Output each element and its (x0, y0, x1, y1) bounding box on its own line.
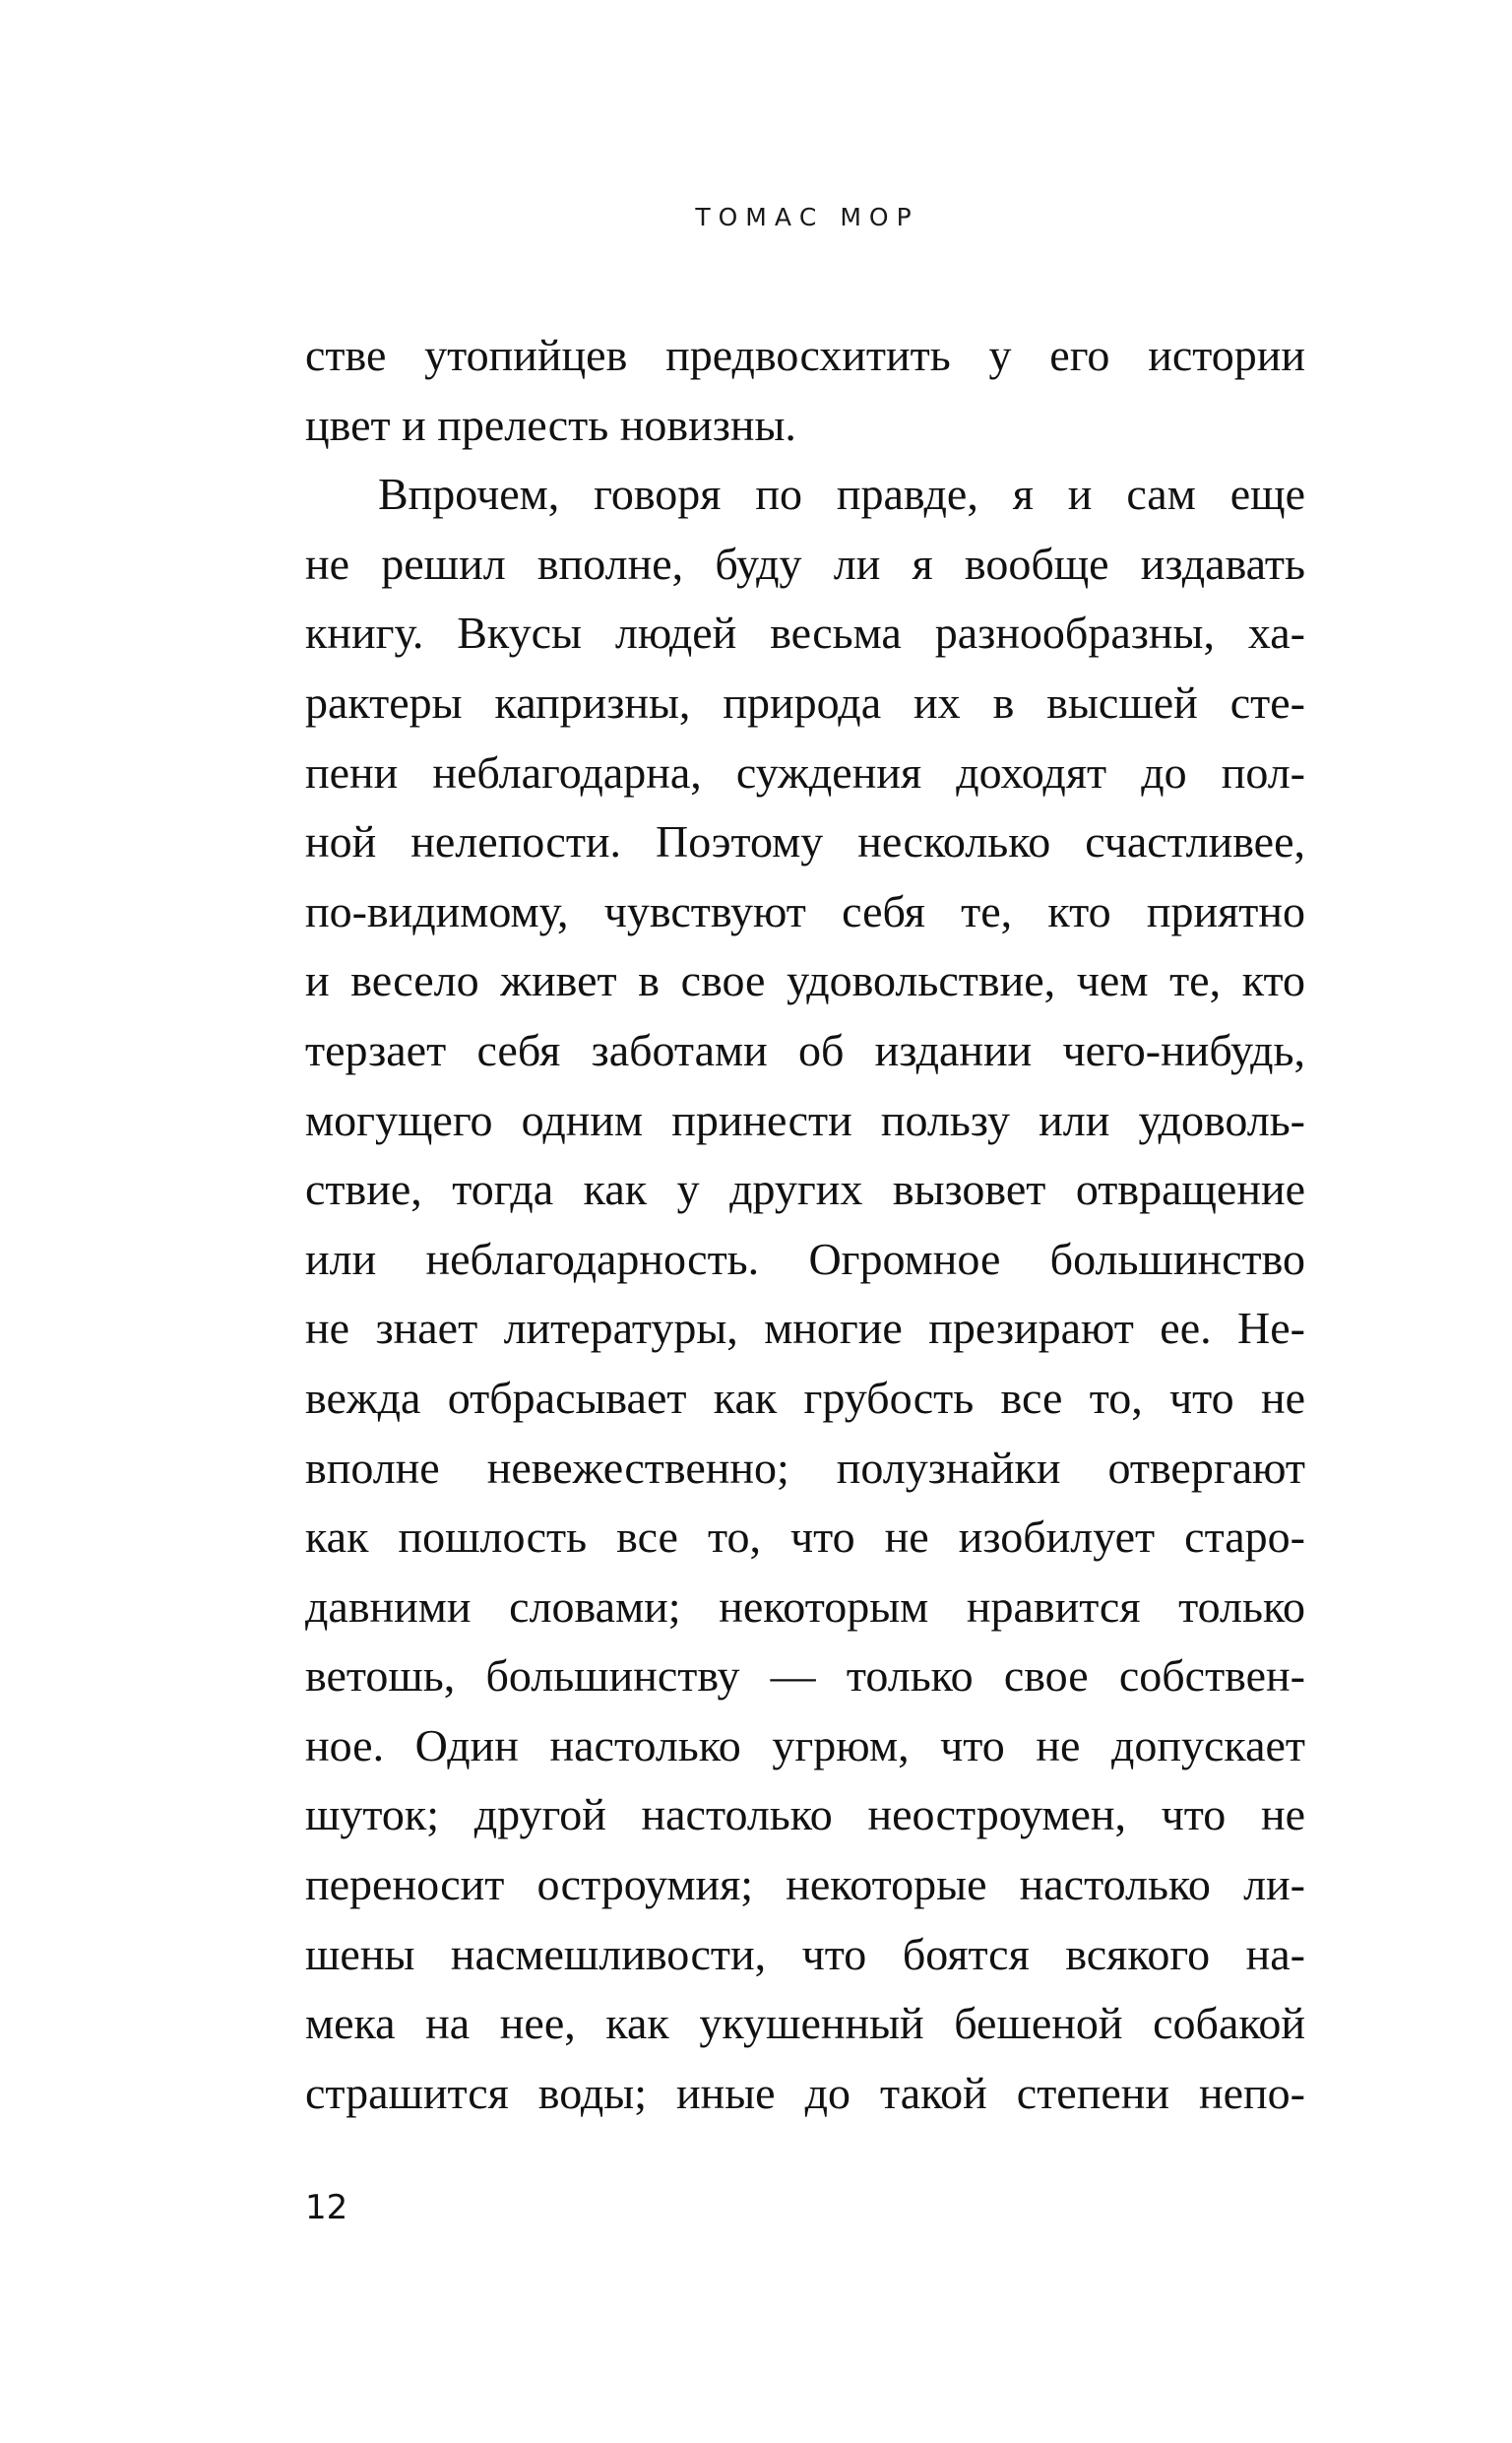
text-line: переносит остроумия; некоторые настолько ли- (305, 1859, 1305, 1910)
text-line: книгу. Вкусы людей весьма разнообразны, ха- (305, 608, 1305, 659)
text-line: шуток; другой настолько неостроумен, что не (305, 1789, 1305, 1840)
text-line: ное. Один настолько угрюм, что не допускает (305, 1719, 1305, 1770)
body-text (305, 321, 1305, 2128)
text-line: не знает литературы, многие презирают ее. Не- (305, 1303, 1305, 1354)
text-line: рактеры капризны, природа их в высшей сте- (305, 676, 1305, 728)
text-line-paragraph-start: Впрочем, говоря по правде, я и сам еще (378, 469, 1305, 520)
text-line: ствие, тогда как у других вызовет отвращение (305, 1164, 1305, 1215)
text-line: ной нелепости. Поэтому несколько счастливее, (305, 816, 1305, 868)
running-head: ТОМАС МОР (695, 203, 919, 231)
text-line: терзает себя заботами об издании чего-нибудь, (305, 1024, 1305, 1075)
text-line: мека на нее, как укушенный бешеной собакой (305, 1998, 1305, 2049)
text-line: не решил вполне, буду ли я вообще издавать (305, 538, 1305, 589)
text-line: цвет и прелесть новизны. (305, 399, 796, 450)
text-line: могущего одним принести пользу или удоволь- (305, 1094, 1305, 1145)
text-line: по-видимому, чувствуют себя те, кто приятно (305, 885, 1305, 936)
text-line: и весело живет в свое удовольствие, чем те, кто (305, 955, 1305, 1006)
text-line: стве утопийцев предвосхитить у его истории (305, 330, 1305, 380)
text-line: давними словами; некоторым нравится только (305, 1580, 1305, 1632)
text-line: страшится воды; иные до такой степени непо- (305, 2067, 1305, 2118)
text-line: вполне невежественно; полузнайки отвергают (305, 1442, 1305, 1493)
text-line: вежда отбрасывает как грубость все то, что не (305, 1372, 1305, 1423)
text-line: шены насмешливости, что боятся всякого на- (305, 1928, 1305, 1979)
page-number: 12 (305, 2188, 348, 2227)
text-line: пени неблагодарна, суждения доходят до пол- (305, 746, 1305, 798)
text-line: как пошлость все то, что не изобилует старо- (305, 1511, 1305, 1563)
text-line: ветошь, большинству — только свое собствен- (305, 1650, 1305, 1702)
text-line: или неблагодарность. Огромное большинство (305, 1233, 1305, 1284)
